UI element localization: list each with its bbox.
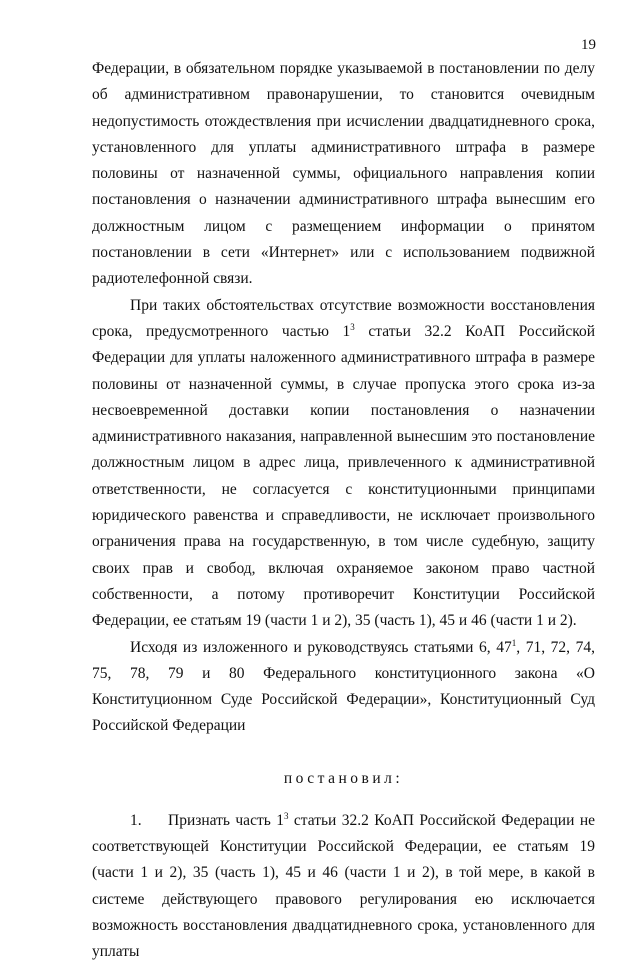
- resolution-heading: постановил:: [283, 769, 404, 787]
- paragraph-text-end: , 71, 72, 74, 75, 78, 79 и 80 Федерального конституционного закона «О Конституционном Суде Российской Федерации», Конституционный Суд Российской Федерации: [92, 638, 595, 735]
- resolution-item: [92, 808, 595, 966]
- superscript-index: 3: [283, 810, 289, 821]
- item-text-end: статьи 32.2 КоАП Российской Федерации не соответствующей Конституции Российской Федерации, ее статьям 19 (части 1 и 2), 35 (часть 1), 45 и 46 (части 1 и 2), в той мере, в какой в системе действующего правового регулирования ею исключается возможность восстановления двадцатидневного срока, установленного для уплаты: [92, 811, 595, 961]
- paragraph-text-start: При таких обстоятельствах отсутствие возможности восстановления срока, предусмотренного частью 1: [92, 296, 595, 340]
- item-number: 1.: [130, 811, 142, 829]
- paragraph-text-end: статьи 32.2 КоАП Российской Федерации для уплаты наложенного административного штрафа в размере половины от назначенной суммы, в случае пропуска этого срока из-за несвоевременной доставки копии постановления о назначении административного наказания, направленной вынесшим это постановление должностным лицом в адрес лица, привлеченного к административной ответственности, не согласуется с конституционными принципами юридического равенства и справедливости, не исключает произвольного ограничения права на государственную, в том числе судебную, защиту своих прав и свобод, включая охраняемое законом право частной собственности, а потому противоречит Конституции Российской Федерации, ее статьям 19 (части 1 и 2), 35 (часть 1), 45 и 46 (части 1 и 2).: [92, 322, 595, 630]
- superscript-index: 1: [511, 637, 517, 648]
- document-body: [92, 56, 595, 966]
- item-text-start: Признать часть 1: [168, 811, 284, 829]
- paragraph-text-start: Исходя из изложенного и руководствуясь статьями 6, 47: [130, 638, 512, 656]
- paragraph-continuation: [92, 56, 595, 293]
- page-number: 19: [581, 37, 596, 53]
- paragraph-legal-basis: [92, 635, 595, 740]
- paragraph-circumstances: [92, 293, 595, 635]
- superscript-index: 3: [350, 321, 355, 332]
- paragraph-text: Федерации, в обязательном порядке указываемой в постановлении по делу об административном правонарушении, то становится очевидным недопустимость отождествления при исчислении двадцатидневного срока, установленного для уплаты административного штрафа в размере половины от назначенной суммы, официального направления копии постановления о назначении административного штрафа вынесшим его должностным лицом с размещением информации о принятом постановлении в сети «Интернет» или с использованием подвижной радиотелефонной связи.: [92, 60, 595, 288]
